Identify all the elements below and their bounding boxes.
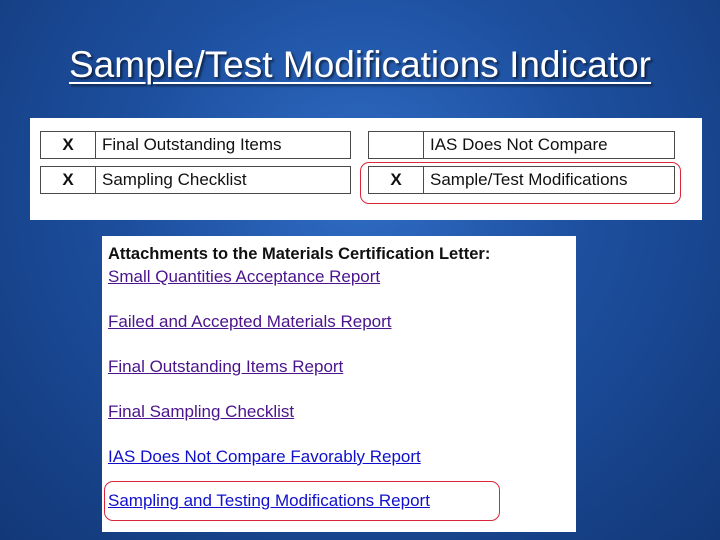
indicator-label: Sampling Checklist (102, 170, 247, 189)
indicator-checkmark: X (41, 167, 96, 193)
indicator-sampling-checklist[interactable] (40, 166, 351, 194)
link-failed-and-accepted-materials-report[interactable]: Failed and Accepted Materials Report (108, 312, 392, 331)
link-ias-does-not-compare-favorably-report[interactable]: IAS Does Not Compare Favorably Report (108, 447, 421, 466)
link-sampling-and-testing-modifications-report[interactable]: Sampling and Testing Modifications Report (108, 491, 430, 510)
indicator-label: Sample/Test Modifications (430, 170, 628, 189)
slide-title: Sample/Test Modifications Indicator (69, 44, 651, 85)
indicator-final-outstanding-items[interactable] (40, 131, 351, 159)
attachments-heading: Attachments to the Materials Certification Letter: (108, 245, 491, 263)
attachments-panel (102, 236, 576, 532)
link-final-sampling-checklist[interactable]: Final Sampling Checklist (108, 402, 295, 421)
link-final-outstanding-items-report[interactable]: Final Outstanding Items Report (108, 357, 344, 376)
indicator-checkmark: X (369, 167, 424, 193)
indicator-checkmark: X (41, 132, 96, 158)
link-small-quantities-acceptance-report[interactable]: Small Quantities Acceptance Report (108, 267, 381, 286)
indicator-sample-test-modifications[interactable] (368, 166, 675, 194)
indicator-label: Final Outstanding Items (102, 135, 282, 154)
indicator-ias-does-not-compare[interactable] (368, 131, 675, 159)
indicator-checkmark (369, 132, 424, 158)
indicator-label: IAS Does Not Compare (430, 135, 608, 154)
indicator-panel (30, 118, 702, 220)
